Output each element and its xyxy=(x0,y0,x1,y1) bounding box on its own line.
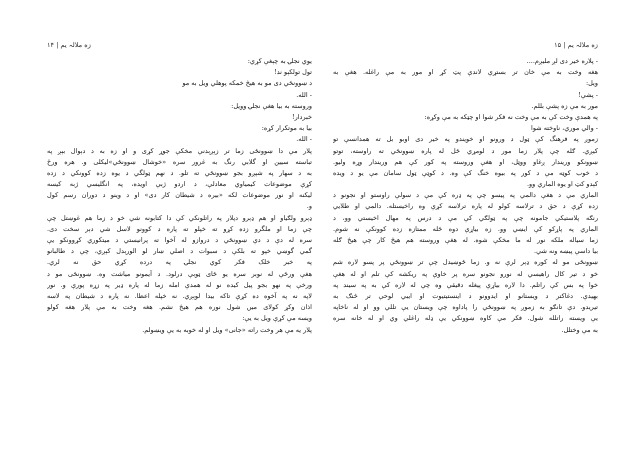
text-line: یوي نجلۍ به چېغې کړي: xyxy=(247,57,312,65)
left-page xyxy=(47,0,312,451)
text-line: ډېرو ولګیاو او هم ډېرو دپلار په راتلونکي کې دا کتابونه شي خو د زما هم غوښتل چې xyxy=(47,213,312,222)
text-line: به مې وختلل. xyxy=(561,325,598,334)
text-line: رنګه پلاستیکي جامونه چې په ټولګي کې مې د درس په مهال اخیستي وو، د xyxy=(333,213,598,222)
text-line: ورخې په نهو بجو پیل کیده نو له همدې امله زما له پاره ډیر په زړه پورې و. نور xyxy=(47,280,312,289)
text-line: و. xyxy=(306,202,312,211)
text-line: یې ویسته راتلله شول. فکر مې کاوه ښوونکي یې ډله راغلي وي او له خانه سره xyxy=(333,314,598,323)
text-line: گمي گوښي خپو ته بلکې د سبوات د اصلي ښار لو الورېدل کېږي، چې د طالبانو xyxy=(47,247,312,256)
text-line: - الله. xyxy=(296,90,312,99)
text-line: لاپه نه په آخوه ده کړې تاکه بیدا لوېږي. نه خپله اعظا. نه پاره د شیطان په لاسه xyxy=(47,291,312,300)
text-line: بیا به موتکرار کړه: xyxy=(261,124,312,133)
text-line: هغه وخت به مې خان تر بستړې لاندې پټ کړ او مور به مې راغله. هغې به xyxy=(333,68,598,77)
text-line: مور به مې زه پشې بللم. xyxy=(531,101,598,110)
text-line: - والي موري، ناوخته شوا xyxy=(531,124,598,133)
text-line: تول تولکېو ند! xyxy=(274,68,312,77)
text-line: تباسته سیین او گلابي رنگ به غرور سره «خوشال ښوونځي»لیکلی و. هره ورځ xyxy=(47,157,312,166)
text-line: الماري مې د هغې دالمي په پیسو چې په ډره کې مې د سولې راوستو او نجونو د xyxy=(333,191,598,200)
text-line: خو د تیر کال راهیسي له نورو نجونو سره پر خاوې په ریکشه کې تلم او له هغې xyxy=(333,269,598,278)
text-line: لیکنه او نور موضوعات لکه «بیره د شیطان کار دی» او د وینو د دوران رسم کول xyxy=(47,191,312,200)
page-header: زه ملالہ یم | ۱۴ xyxy=(47,41,91,49)
text-line: په خبر خلک فکر کوي نجلۍ په درده کړي حق نه لري. xyxy=(47,258,312,267)
text-line: - الله. xyxy=(296,135,312,144)
text-line: - پلاره خیر دی لږ ملیږم.... xyxy=(526,57,598,65)
text-line: د خوب کوټه مې د کور په بیوه خنگ کې وه. د کوټې ټول سامان مې یو د ویده xyxy=(333,168,598,177)
text-line: پلار یه مې هر وخت راته «جانی» ویل او له خوبه به یې ویښولم. xyxy=(142,325,312,334)
text-line: زده کړې د حق د ترلاسه کولو له پاره ترلاسه کړې وه راخیستله. دالمي او طلایي xyxy=(333,202,598,211)
text-line: هغې ورځې له نوبر سره یو ځای ټوبې درلود. د آیمونو میاشت وه. ښوونځی مو د xyxy=(47,269,312,278)
text-line: چې زما او ملگرو زده کړو ته خپلو ته پاره د کوونو لاسل شي دېر سخت دی. xyxy=(47,224,312,233)
text-line: کړې موضوعات کیمیاوي معادلې، د اردو ژبې اویده، په انگلیسي ژبه کیسه xyxy=(47,180,312,189)
text-line: زما سیاله ملکه نور له ما مخکې شوه. له هغې وروسته هم هيڅ کار چې هیڅ ګله xyxy=(333,236,598,244)
text-line: زموږ په فرهنگ کې ټول د ورونو او خویندو په خیر دی اوبو بل ته همدانسې تو xyxy=(333,135,598,144)
text-line: بهیدې. دغاکتر د ویستانو او ایدوونو د اینستیتیوت او ایبي لوحې تر څنګ به xyxy=(333,291,598,300)
page-body xyxy=(47,56,312,336)
text-line: به د سهار په شپږو بجو ښوونځي ته تلو. د نهم ټولگي د یوه زده کوونکي د زده xyxy=(47,168,312,177)
text-line: د ښوونځي دی مو به هیڅ خمکه پوهلي ویل به مو xyxy=(182,79,312,88)
text-line: ښوونکو وریندار ږغاو ووټل، او هغې وروسته په کور کې هم وريندار وړه ولیو. xyxy=(333,157,598,166)
text-line: اذان وکړ کولای میں شول نوره هم هیڅ نشم. هغه وخت به مې پلار هغه کولو xyxy=(47,303,312,312)
text-line: په همدې وخت کې به مې وخت نه فکر شوا او چټکه به مې وکړه: xyxy=(424,112,598,121)
text-line: خوا په بس کې راتلم. دا لاره بیاړې پیغله دقیقې وه چې له لاره کې به په سیند په xyxy=(333,280,598,289)
text-line: ویل: xyxy=(585,79,598,88)
text-line: تیریدو. دې تانګو به زموږ په ښوونځي را پاداوه چې ویستان یې تللي وو او له ناخاپه xyxy=(333,303,598,312)
text-line: کېدو کټ او یوه الماري وو. xyxy=(526,180,598,189)
text-line: سره له دې د دې ښوونځي د دروازو له آخوا ته پرانیستي د میتکوري کړوونکو یې xyxy=(47,236,312,244)
text-line: - پشې! xyxy=(578,90,598,99)
text-line: پلار مې دا ښوونځی زما تر زېږېدنې مخکې جوړ کړی و او زه به د دېوال بېږ په xyxy=(47,146,312,155)
text-line: ویسه مې کړې ویل به یې: xyxy=(242,314,312,323)
text-line: بیا داسې پیښه ونه شي. xyxy=(534,247,598,256)
text-line: ښوونځی مو له کوره ډېر لرې نه و. زما ځوښیدل چې تر ښوونځي پر پسو لاره شم xyxy=(333,258,598,267)
text-line: کیږي. ګله چې پلار زما مور د لومړي ځل له پاره ښوونځي ته راوسته، توتو xyxy=(333,146,598,155)
text-line: خبردار! xyxy=(291,112,312,121)
right-page xyxy=(333,0,598,451)
page-header: زه ملالہ یم | ۱۵ xyxy=(554,41,598,49)
text-line: وروسته به بیا هغې نجلۍ وویل: xyxy=(231,101,312,110)
text-line: الماري په پاړکو کې ایښي وو. زه بیاړې دوه ځله ممتازه زده کوونکې نه شوم. xyxy=(333,224,598,233)
page-body xyxy=(333,56,598,336)
